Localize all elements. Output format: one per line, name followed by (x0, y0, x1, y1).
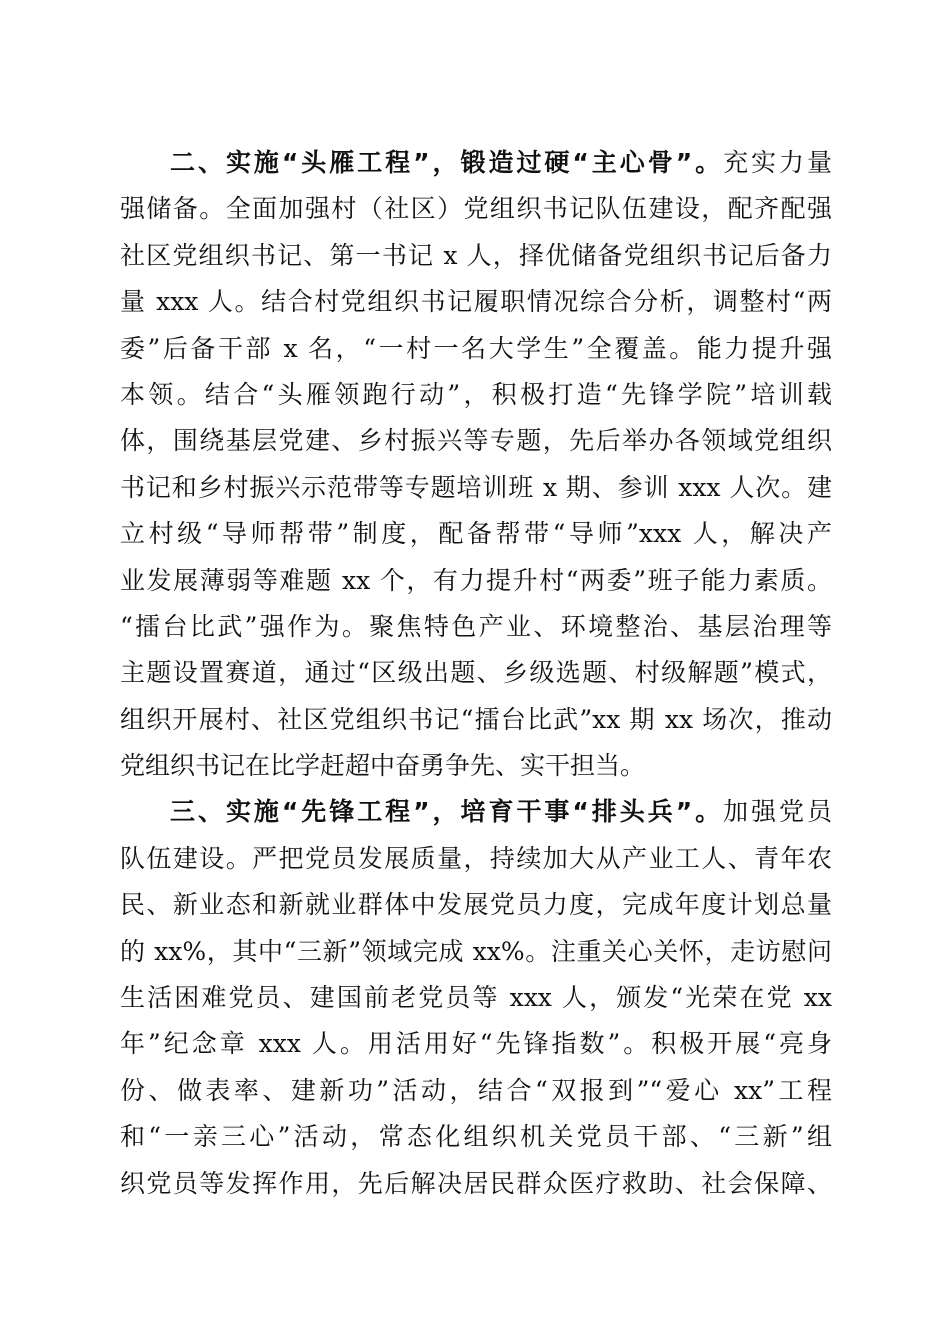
text-line: 党组织书记在比学赶超中奋勇争先、实干担当。 (120, 751, 646, 781)
text-line: 本领。结合“头雁领跑行动”，积极打造“先锋学院”培训载 (120, 379, 832, 409)
text-line: 份、做表率、建新功”活动，结合“双报到”“爱心 xx”工程 (120, 1075, 832, 1105)
section-3-paragraph (120, 789, 832, 1207)
text-line: 队伍建设。严把党员发展质量，持续加大从产业工人、青年农 (120, 843, 832, 873)
text-line: 织党员等发挥作用，先后解决居民群众医疗救助、社会保障、 (120, 1168, 832, 1198)
section-3-heading: 三、实施“先锋工程”，培育干事“排头兵”。 (170, 797, 724, 827)
section-3-first-line (120, 789, 832, 835)
text-line: 组织开展村、社区党组织书记“擂台比武”xx 期 xx 场次，推动 (120, 704, 832, 734)
section-2-paragraph (120, 140, 832, 789)
text-line: 年”纪念章 xxx 人。用活用好“先锋指数”。积极开展“亮身 (120, 1029, 832, 1059)
section-2-heading: 二、实施“头雁工程”，锻造过硬“主心骨”。 (170, 148, 724, 177)
text-line: 体，围绕基层党建、乡村振兴等专题，先后举办各领域党组织 (120, 426, 832, 456)
text-line: 强储备。全面加强村（社区）党组织书记队伍建设，配齐配强 (120, 194, 832, 224)
text-line: 主题设置赛道，通过“区级出题、乡级选题、村级解题”模式， (120, 658, 832, 688)
text-line: 加强党员 (723, 797, 832, 827)
text-line: 书记和乡村振兴示范带等专题培训班 x 期、参训 xxx 人次。建 (120, 472, 832, 502)
text-line: 和“一亲三心”活动，常态化组织机关党员干部、“三新”组 (120, 1122, 832, 1152)
text-line: 生活困难党员、建国前老党员等 xxx 人，颁发“光荣在党 xx (120, 983, 832, 1013)
text-line: 量 xxx 人。结合村党组织书记履职情况综合分析，调整村“两 (120, 287, 832, 317)
text-line: 的 xx%，其中“三新”领域完成 xx%。注重关心关怀，走访慰问 (120, 936, 832, 966)
text-line: 民、新业态和新就业群体中发展党员力度，完成年度计划总量 (120, 890, 832, 920)
section-2-first-line (120, 140, 832, 186)
text-line: 业发展薄弱等难题 xx 个，有力提升村“两委”班子能力素质。 (120, 565, 832, 595)
text-line: 委”后备干部 x 名，“一村一名大学生”全覆盖。能力提升强 (120, 333, 832, 363)
text-line: 社区党组织书记、第一书记 x 人，择优储备党组织书记后备力 (120, 240, 832, 270)
text-line: 充实力量 (723, 148, 832, 177)
document-body (120, 140, 832, 1207)
text-line: 立村级“导师帮带”制度，配备帮带“导师”xxx 人，解决产 (120, 519, 832, 549)
text-line: “擂台比武”强作为。聚焦特色产业、环境整治、基层治理等 (120, 611, 832, 641)
